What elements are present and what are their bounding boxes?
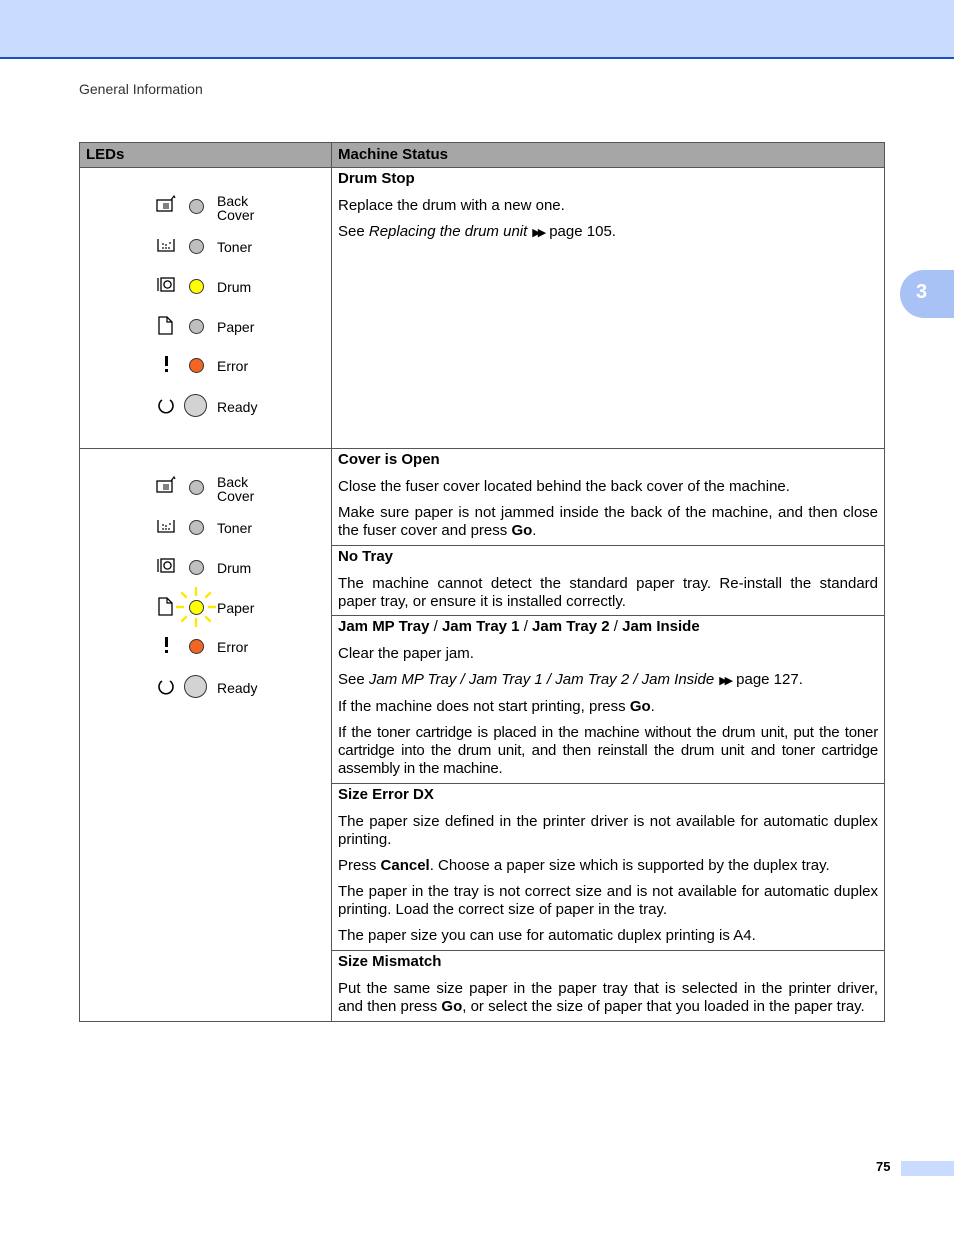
status-cell-size-error-dx bbox=[332, 784, 885, 951]
col-header-leds: LEDs bbox=[80, 143, 332, 168]
status-text: If the machine does not start printing, press Go. bbox=[338, 698, 655, 716]
toner-icon bbox=[156, 235, 178, 257]
toner-led bbox=[189, 239, 204, 254]
ready-icon bbox=[156, 676, 178, 698]
status-text: Replace the drum with a new one. bbox=[338, 197, 565, 214]
back-cover-icon bbox=[156, 475, 178, 497]
status-reference: See Jam MP Tray / Jam Tray 1 / Jam Tray 2 / Jam Inside ▶▶ page 127. bbox=[338, 671, 803, 689]
ready-icon bbox=[156, 395, 178, 417]
back-cover-icon bbox=[156, 194, 178, 216]
led-status-table bbox=[79, 142, 885, 1022]
toner-icon bbox=[156, 516, 178, 538]
status-text: Close the fuser cover located behind the back cover of the machine. bbox=[338, 478, 790, 495]
back-cover-label: Back Cover bbox=[217, 193, 255, 223]
drum-led bbox=[189, 279, 204, 294]
status-reference: See Replacing the drum unit ▶▶ page 105. bbox=[338, 223, 616, 240]
status-text: The machine cannot detect the standard paper tray. Re-install the standard paper tray, or ensure it is installed correctly. bbox=[338, 574, 878, 610]
see-arrows-icon: ▶▶ bbox=[719, 675, 731, 688]
status-title: No Tray bbox=[338, 547, 394, 565]
back-cover-led bbox=[189, 480, 204, 495]
toner-label: Toner bbox=[217, 520, 253, 536]
drum-label: Drum bbox=[217, 560, 252, 576]
status-text: Clear the paper jam. bbox=[338, 645, 474, 663]
ready-label: Ready bbox=[217, 680, 258, 696]
paper-icon bbox=[156, 315, 178, 337]
toner-label: Toner bbox=[217, 239, 253, 255]
drum-icon bbox=[156, 275, 178, 297]
chapter-tab bbox=[900, 270, 954, 318]
status-cell-no-tray bbox=[332, 545, 885, 615]
table-row bbox=[80, 168, 885, 449]
paper-icon bbox=[156, 596, 178, 618]
led-panel bbox=[80, 168, 331, 448]
error-icon bbox=[156, 635, 178, 657]
drum-led bbox=[189, 560, 204, 575]
ready-led bbox=[184, 675, 207, 698]
ready-label: Ready bbox=[217, 399, 258, 415]
status-title: Size Error DX bbox=[338, 786, 434, 804]
running-title: General Information bbox=[79, 81, 203, 97]
paper-label: Paper bbox=[217, 600, 255, 616]
led-panel-cell bbox=[80, 449, 332, 1022]
status-text: The paper in the tray is not correct size and is not available for automatic duplex printing. Load the correct size of paper in the tray. bbox=[338, 883, 878, 919]
status-text: Press Cancel. Choose a paper size which is supported by the duplex tray. bbox=[338, 857, 830, 875]
drum-icon bbox=[156, 556, 178, 578]
error-led bbox=[189, 358, 204, 373]
page-number: 75 bbox=[876, 1159, 891, 1174]
led-panel bbox=[80, 449, 331, 1021]
status-title: Jam MP Tray / Jam Tray 1 / Jam Tray 2 / Jam Inside bbox=[338, 618, 700, 636]
status-text: The paper size you can use for automatic duplex printing is A4. bbox=[338, 927, 756, 945]
status-text: If the toner cartridge is placed in the machine without the drum unit, put the toner cartridge into the drum unit, and then reinstall the drum unit and toner cartridge assembly in the machine. bbox=[338, 724, 878, 778]
table-header-row bbox=[80, 143, 885, 168]
status-text: Make sure paper is not jammed inside the back of the machine, and then close the fuser cover and press Go. bbox=[338, 504, 878, 539]
paper-led bbox=[189, 319, 204, 334]
chapter-number: 3 bbox=[916, 281, 928, 303]
back-cover-led bbox=[189, 199, 204, 214]
status-cell-size-mismatch bbox=[332, 951, 885, 1022]
error-led bbox=[189, 639, 204, 654]
table-row bbox=[80, 449, 885, 546]
drum-label: Drum bbox=[217, 279, 252, 295]
page-number-bar bbox=[901, 1161, 954, 1176]
status-cell-jam bbox=[332, 616, 885, 784]
error-label: Error bbox=[217, 639, 249, 655]
paper-led bbox=[189, 600, 204, 615]
status-text: The paper size defined in the printer driver is not available for automatic duplex printing. bbox=[338, 813, 878, 849]
status-text: Put the same size paper in the paper tray that is selected in the printer driver, and then press Go, or select the size of paper that you loaded in the paper tray. bbox=[338, 980, 878, 1016]
status-cell-drum-stop bbox=[332, 168, 885, 449]
status-title: Drum Stop bbox=[338, 170, 415, 187]
error-label: Error bbox=[217, 358, 249, 374]
led-panel-cell bbox=[80, 168, 332, 449]
status-title: Cover is Open bbox=[338, 451, 440, 468]
back-cover-label: Back Cover bbox=[217, 474, 255, 504]
status-cell-cover-open bbox=[332, 449, 885, 546]
toner-led bbox=[189, 520, 204, 535]
col-header-status: Machine Status bbox=[332, 143, 885, 168]
paper-label: Paper bbox=[217, 319, 255, 335]
ready-led bbox=[184, 394, 207, 417]
error-icon bbox=[156, 354, 178, 376]
status-title: Size Mismatch bbox=[338, 953, 442, 971]
see-arrows-icon: ▶▶ bbox=[532, 227, 544, 239]
header-band bbox=[0, 0, 954, 59]
